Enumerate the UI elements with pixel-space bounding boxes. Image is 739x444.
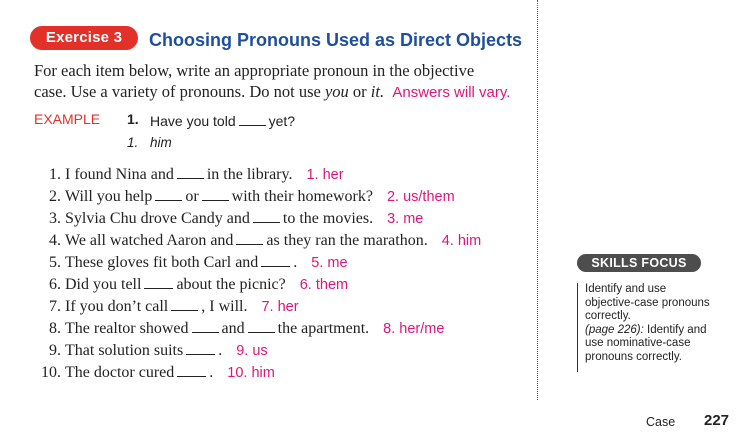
item-answer: 7. her xyxy=(261,299,299,315)
example-answer-number: 1. xyxy=(127,135,139,150)
exercise-item: 10. The doctor cured . 10. him xyxy=(38,360,275,383)
exercise-item: 1. I found Nina and in the library. 1. her xyxy=(38,162,344,185)
skills-focus-badge: SKILLS FOCUS xyxy=(577,254,701,272)
item-answer: 5. me xyxy=(311,255,348,271)
exercise-item: 9. That solution suits . 9. us xyxy=(38,338,268,361)
answer-blank xyxy=(253,206,280,223)
item-answer: 2. us/them xyxy=(386,189,455,205)
directions-line-1: For each item below, write an appropriate pronoun in the objective xyxy=(34,61,475,80)
answer-blank xyxy=(192,316,219,333)
skills-line: correctly. xyxy=(585,310,631,323)
exercise-item: 4. We all watched Aaron and as they ran the marathon. 4. him xyxy=(38,228,481,251)
answer-blank xyxy=(202,184,229,201)
item-answer: 10. him xyxy=(227,365,275,381)
exercise-title: Choosing Pronouns Used as Direct Objects xyxy=(149,30,523,50)
exercise-item: 3. Sylvia Chu drove Candy and to the movies. 3. me xyxy=(38,206,423,229)
example-answer: him xyxy=(150,135,172,150)
answer-blank xyxy=(144,272,173,289)
exercise-item: 8. The realtor showed and the apartment. 8. her/me xyxy=(38,316,444,339)
item-answer: 8. her/me xyxy=(383,321,445,337)
answer-blank xyxy=(239,111,266,126)
item-answer: 9. us xyxy=(236,343,268,359)
skills-line: (page 226): Identify and xyxy=(585,323,707,336)
exercise-item: 7. If you don’t call , I will. 7. her xyxy=(38,294,299,317)
directions-line-2: case. Use a variety of pronouns. Do not use you or it. Answers will vary. xyxy=(34,82,511,101)
item-answer: 4. him xyxy=(441,233,482,249)
exercise-item: 2. Will you help or with their homework? 2. us/them xyxy=(38,184,455,207)
page-reference: (page 226): xyxy=(585,323,644,336)
skills-line: use nominative-case xyxy=(585,337,691,350)
skills-line: pronouns correctly. xyxy=(585,350,682,363)
exercise-item: 6. Did you tell about the picnic? 6. them xyxy=(38,272,348,295)
example-number: 1. xyxy=(127,111,139,127)
item-answer: 3. me xyxy=(387,211,424,227)
skills-line: objective-case pronouns xyxy=(585,296,710,309)
example-label: EXAMPLE xyxy=(34,111,101,127)
exercise-badge: Exercise 3 xyxy=(30,26,138,50)
item-answer: 6. them xyxy=(299,277,349,293)
example-question: Have you told yet? xyxy=(150,113,296,129)
answer-blank xyxy=(236,228,263,245)
skills-line: Identify and use xyxy=(585,283,667,295)
answer-blank xyxy=(177,360,206,377)
page-number: 227 xyxy=(704,412,730,429)
answer-blank xyxy=(155,184,182,201)
answer-blank xyxy=(186,338,215,355)
skills-focus-box xyxy=(577,283,709,372)
answer-blank xyxy=(177,162,204,179)
item-answer: 1. her xyxy=(306,167,344,183)
directions xyxy=(34,60,534,103)
answer-blank xyxy=(261,250,290,267)
answer-blank xyxy=(171,294,198,311)
footer-chapter-label: Case xyxy=(646,415,676,429)
column-divider xyxy=(537,0,538,400)
answers-note: Answers will vary. xyxy=(392,84,511,101)
exercise-item: 5. These gloves fit both Carl and . 5. me xyxy=(38,250,348,273)
answer-blank xyxy=(248,316,275,333)
